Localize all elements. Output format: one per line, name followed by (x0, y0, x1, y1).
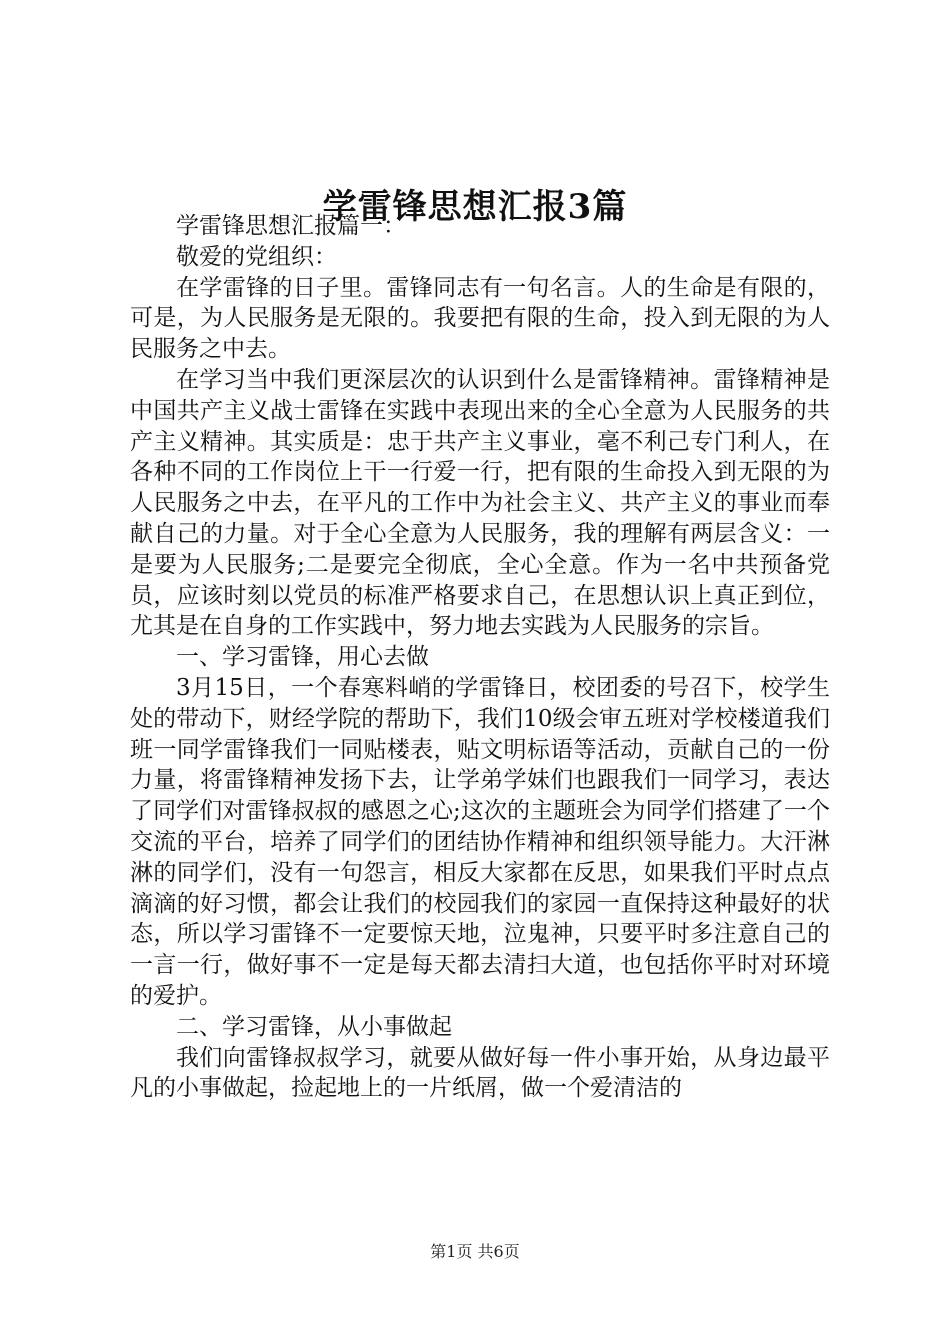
subheading-learn-with-heart: 一、学习雷锋，用心去做 (176, 644, 429, 671)
section-heading-part-one: 学雷锋思想汇报篇一： (176, 213, 406, 239)
body-paragraph: 在学雷锋的日子里。雷锋同志有一句名言。人的生命是有限的，可是，为人民服务是无限的。我要把有限的生命，投入到无限的为人民服务之中去。 (130, 274, 830, 363)
body-paragraph: 在学习当中我们更深层次的认识到什么是雷锋精神。雷锋精神是中国共产主义战士雷锋在实践中表现出来的全心全意为人民服务的共产主义精神。其实质是：忠于共产主义事业，毫不利己专门利人，在各种不同的工作岗位上干一行爱一行，把有限的生命投入到无限的为人民服务之中去，在平凡的工作中为社会主义、共产主义的事业而奉献自己的力量。对于全心全意为人民服务，我的理解有两层含义：一是要为人民服务;二是要完全彻底，全心全意。作为一名中共预备党员，应该时刻以党员的标准严格要求自己，在思想认识上真正到位，尤其是在自身的工作实践中，努力地去实践为人民服务的宗旨。 (130, 366, 830, 640)
salutation: 敬爱的党组织： (176, 243, 337, 270)
subheading-start-small: 二、学习雷锋，从小事做起 (176, 1013, 452, 1040)
page-footer (0, 1241, 950, 1263)
page-number-indicator: 第1页 共6页 (430, 1242, 520, 1261)
body-paragraph: 3月15日，一个春寒料峭的学雷锋日，校团委的号召下，校学生处的带动下，财经学院的帮助下，我们10级会审五班对学校楼道我们班一同学雷锋我们一同贴楼表，贴文明标语等活动，贡献自己的一份力量，将雷锋精神发扬下去，让学弟学妹们也跟我们一同学习，表达了同学们对雷锋叔叔的感恩之心;这次的主题班会为同学们搭建了一个交流的平台，培养了同学们的团结协作精神和组织领导能力。大汗淋淋的同学们，没有一句怨言，相反大家都在反思，如果我们平时点点滴滴的好习惯，都会让我们的校园我们的家园一直保持这种最好的状态，所以学习雷锋不一定要惊天地，泣鬼神，只要平时多注意自己的一言一行，做好事不一定是每天都去清扫大道，也包括你平时对环境的爱护。 (130, 674, 830, 1009)
page-title: 学雷锋思想汇报3篇 (322, 187, 628, 227)
document-body (130, 211, 830, 1104)
body-paragraph: 我们向雷锋叔叔学习，就要从做好每一件小事开始，从身边最平凡的小事做起，捡起地上的一片纸屑，做一个爱清洁的 (130, 1044, 830, 1102)
